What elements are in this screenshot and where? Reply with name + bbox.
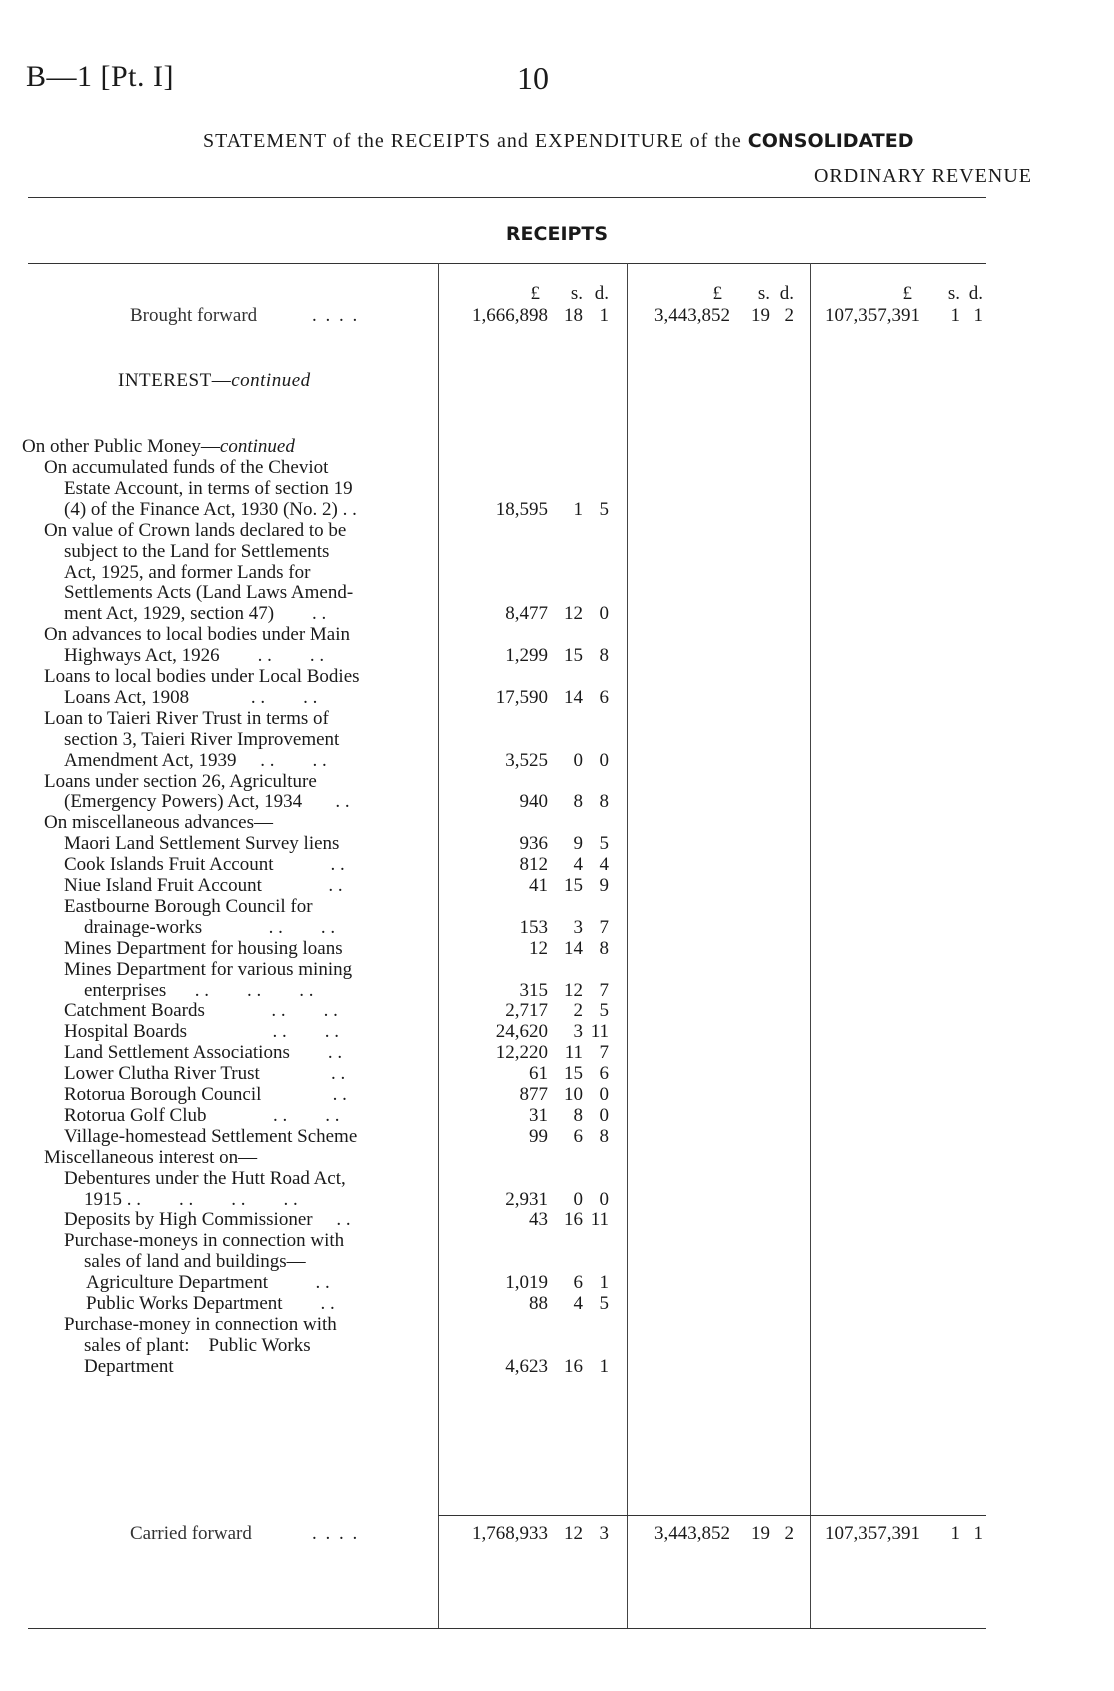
receipt-line-label: 1915 . . . . . . . . [84,1189,298,1210]
receipt-amount-pounds: 1,019 [505,1272,548,1293]
carried_forward-col1-pounds: 1,768,933 [472,1523,548,1544]
receipt-line-label: Niue Island Fruit Account . . [64,875,343,896]
receipt-line-label: Maori Land Settlement Survey liens [64,833,340,854]
statement-title-line-1 [203,130,914,153]
column-divider-3 [810,263,811,1628]
unit-label-shillings: s. [570,283,583,304]
receipt-amount-shillings: 6 [573,1272,583,1293]
receipt-amount-pounds: 3,525 [505,750,548,771]
receipt-amount-pounds: 41 [529,875,548,896]
receipt-amount-shillings: 11 [564,1042,583,1063]
document-reference: B—1 [Pt. I] [26,60,174,93]
unit-label-pound: £ [902,283,912,304]
unit-label-pound: £ [712,283,722,304]
receipt-line-label: (4) of the Finance Act, 1930 (No. 2) . . [64,499,357,520]
receipt-amount-pounds: 17,590 [495,687,548,708]
brought_forward-col3-shillings: 1 [950,305,960,326]
receipt-line-label: Debentures under the Hutt Road Act, [64,1168,346,1189]
receipt-amount-pounds: 4,623 [505,1356,548,1377]
receipt-amount-pounds: 936 [519,833,548,854]
receipt-amount-pounds: 315 [519,980,548,1001]
receipt-amount-shillings: 0 [573,750,583,771]
receipt-amount-shillings: 3 [573,1021,583,1042]
receipt-amount-pounds: 2,931 [505,1189,548,1210]
brought_forward-col1-shillings: 18 [564,305,583,326]
other-heading-italic: continued [219,436,295,457]
receipt-line-label: Rotorua Borough Council . . [64,1084,347,1105]
receipt-line-label: Estate Account, in terms of section 19 [64,478,353,499]
receipt-amount-pounds: 61 [529,1063,548,1084]
other-public-money-heading [22,436,295,458]
brought_forward-col2-shillings: 19 [751,305,770,326]
receipt-amount-pounds: 812 [519,854,548,875]
rule-table-top [28,263,986,264]
receipt-amount-pounds: 8,477 [505,603,548,624]
other-heading-text: On other Public Money— [22,436,220,457]
rule-bottom [28,1628,986,1629]
receipt-line-label: Settlements Acts (Land Laws Amend- [64,582,354,603]
receipt-line-label: section 3, Taieri River Improvement [64,729,340,750]
receipt-amount-pounds: 2,717 [505,1000,548,1021]
carried-forward-row [0,1523,1114,1545]
receipt-amount-shillings: 8 [573,791,583,812]
column-divider-1 [438,263,439,1628]
receipt-amount-pence: 11 [590,1209,609,1230]
carried_forward-col3-shillings: 1 [950,1523,960,1544]
receipt-line-label: Public Works Department . . [86,1293,335,1314]
receipt-amount-pence: 5 [599,833,609,854]
receipt-amount-pence: 6 [599,1063,609,1084]
receipt-amount-shillings: 8 [573,1105,583,1126]
receipt-amount-pounds: 877 [519,1084,548,1105]
receipt-line-label: Deposits by High Commissioner . . [64,1209,351,1230]
receipt-line-label: Village-homestead Settlement Scheme [64,1126,358,1147]
receipt-amount-shillings: 9 [573,833,583,854]
receipt-amount-shillings: 14 [564,687,583,708]
unit-label-shillings: s. [947,283,960,304]
receipt-amount-pence: 8 [599,938,609,959]
receipt-line-label: On value of Crown lands declared to be [44,520,347,541]
receipt-amount-shillings: 15 [564,1063,583,1084]
brought_forward-col1-pence: 1 [599,305,609,326]
receipt-line-label: Catchment Boards . . . . [64,1000,338,1021]
receipt-line-label: Land Settlement Associations . . [64,1042,343,1063]
receipt-line-label: Rotorua Golf Club . . . . [64,1105,340,1126]
interest-heading [118,370,311,392]
receipt-amount-shillings: 15 [564,875,583,896]
receipt-amount-shillings: 12 [564,980,583,1001]
receipt-amount-pounds: 12 [529,938,548,959]
receipt-line-label: On miscellaneous advances— [44,812,273,833]
receipt-amount-shillings: 2 [573,1000,583,1021]
receipt-amount-pence: 0 [599,1105,609,1126]
receipt-amount-pence: 5 [599,1293,609,1314]
carried-forward-leaders: . . . . [312,1523,360,1544]
receipt-amount-pence: 0 [599,1189,609,1210]
receipt-line-label: Purchase-money in connection with [64,1314,337,1335]
receipt-amount-pence: 8 [599,791,609,812]
receipt-amount-shillings: 4 [573,1293,583,1314]
receipt-amount-pence: 0 [599,1084,609,1105]
receipt-line-label: drainage-works . . . . [84,917,336,938]
carried_forward-col2-pounds: 3,443,852 [654,1523,730,1544]
receipt-amount-shillings: 14 [564,938,583,959]
column-divider-2 [627,263,628,1628]
page-number: 10 [517,60,549,96]
brought_forward-col1-pounds: 1,666,898 [472,305,548,326]
section-heading: RECEIPTS [505,223,609,245]
brought_forward-col2-pounds: 3,443,852 [654,305,730,326]
receipt-line-label: Act, 1925, and former Lands for [64,562,311,583]
receipt-amount-pounds: 88 [529,1293,548,1314]
receipt-amount-pence: 6 [599,687,609,708]
rule-carried-top [438,1515,986,1516]
receipt-line-label: enterprises . . . . . . [84,980,314,1001]
receipt-amount-shillings: 3 [573,917,583,938]
brought-forward-row [0,305,1114,327]
receipt-line-label: Cook Islands Fruit Account . . [64,854,345,875]
receipt-line-label: Highways Act, 1926 . . . . [64,645,325,666]
unit-label-pound: £ [530,283,540,304]
receipt-amount-pounds: 18,595 [495,499,548,520]
receipt-line-label: sales of land and buildings— [84,1251,306,1272]
receipt-amount-shillings: 10 [564,1084,583,1105]
carried_forward-col3-pence: 1 [973,1523,983,1544]
statement-title-bold: CONSOLIDATED [747,130,914,152]
receipt-amount-pence: 0 [599,750,609,771]
brought_forward-col2-pence: 2 [784,305,794,326]
receipt-amount-pence: 5 [599,499,609,520]
receipt-amount-pounds: 12,220 [495,1042,548,1063]
receipt-line-label: Miscellaneous interest on— [44,1147,258,1168]
receipt-amount-pence: 5 [599,1000,609,1021]
receipt-amount-shillings: 6 [573,1126,583,1147]
receipt-line-label: Lower Clutha River Trust . . [64,1063,346,1084]
receipt-amount-pounds: 24,620 [495,1021,548,1042]
receipt-amount-pence: 7 [599,980,609,1001]
receipt-line-label: Loan to Taieri River Trust in terms of [44,708,329,729]
brought_forward-col3-pounds: 107,357,391 [825,305,920,326]
receipt-line-label: Mines Department for various mining [64,959,353,980]
receipt-amount-shillings: 0 [573,1189,583,1210]
unit-label-shillings: s. [757,283,770,304]
carried_forward-col2-shillings: 19 [751,1523,770,1544]
carried-forward-label: Carried forward [130,1523,252,1544]
receipt-line-label: subject to the Land for Settlements [64,541,330,562]
receipt-amount-shillings: 16 [564,1356,583,1377]
receipt-amount-pence: 8 [599,1126,609,1147]
receipt-line-label: Loans to local bodies under Local Bodies [44,666,360,687]
receipt-line-label: Amendment Act, 1939 . . . . [64,750,327,771]
unit-label-pence: d. [779,283,794,304]
receipt-line-label: On advances to local bodies under Main [44,624,351,645]
receipt-amount-pounds: 43 [529,1209,548,1230]
carried_forward-col1-pence: 3 [599,1523,609,1544]
receipt-amount-pence: 7 [599,1042,609,1063]
receipt-amount-pence: 11 [590,1021,609,1042]
unit-label-pence: d. [594,283,609,304]
receipt-amount-pounds: 940 [519,791,548,812]
receipt-amount-shillings: 12 [564,603,583,624]
carried_forward-col2-pence: 2 [784,1523,794,1544]
receipt-line-label: (Emergency Powers) Act, 1934 . . [64,791,350,812]
receipt-line-label: On accumulated funds of the Cheviot [44,457,329,478]
rule-top [28,197,986,198]
receipt-amount-pence: 1 [599,1272,609,1293]
receipt-amount-shillings: 1 [573,499,583,520]
receipt-amount-shillings: 15 [564,645,583,666]
receipt-amount-pence: 0 [599,603,609,624]
receipt-amount-pounds: 153 [519,917,548,938]
receipt-amount-pence: 4 [599,854,609,875]
receipt-amount-pence: 8 [599,645,609,666]
receipt-amount-pence: 9 [599,875,609,896]
receipt-line-label: sales of plant: Public Works [84,1335,311,1356]
interest-heading-italic: continued [231,370,311,391]
receipt-amount-pounds: 31 [529,1105,548,1126]
receipt-line-label: Mines Department for housing loans [64,938,343,959]
receipt-amount-pence: 1 [599,1356,609,1377]
receipt-amount-pounds: 99 [529,1126,548,1147]
carried_forward-col3-pounds: 107,357,391 [825,1523,920,1544]
unit-label-pence: d. [968,283,983,304]
statement-title-prefix: STATEMENT of the RECEIPTS and EXPENDITURE of the [203,130,748,152]
receipt-line-label: Eastbourne Borough Council for [64,896,313,917]
receipt-line-label: Loans under section 26, Agriculture [44,771,317,792]
brought-forward-leaders: . . . . [312,305,360,326]
receipt-amount-shillings: 4 [573,854,583,875]
receipt-line-label: Purchase-moneys in connection with [64,1230,345,1251]
statement-title-line-2: ORDINARY REVENUE [813,165,1032,187]
receipt-line-label: ment Act, 1929, section 47) . . [64,603,327,624]
receipt-line-label: Loans Act, 1908 . . . . [64,687,318,708]
carried_forward-col1-shillings: 12 [564,1523,583,1544]
interest-heading-text: INTEREST— [118,370,232,391]
receipt-amount-pounds: 1,299 [505,645,548,666]
receipt-amount-pence: 7 [599,917,609,938]
receipt-line-label: Hospital Boards . . . . [64,1021,339,1042]
receipt-amount-shillings: 16 [564,1209,583,1230]
receipt-line-label: Agriculture Department . . [86,1272,330,1293]
brought_forward-col3-pence: 1 [973,305,983,326]
receipt-line-label: Department [84,1356,174,1377]
brought-forward-label: Brought forward [130,305,258,326]
